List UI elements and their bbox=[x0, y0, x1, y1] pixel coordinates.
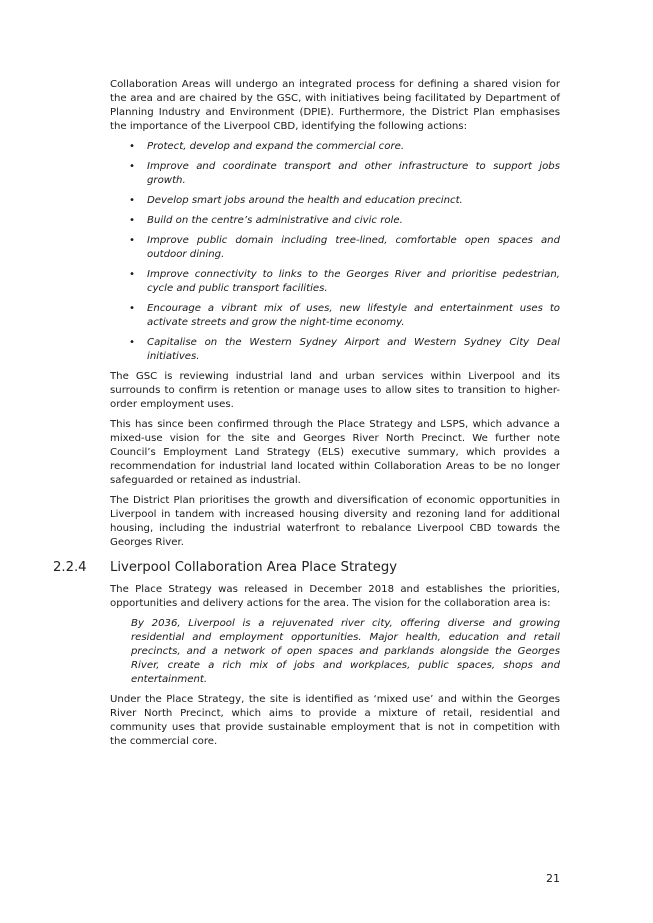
gsc-review-paragraph: The GSC is reviewing industrial land and urban services within Liverpool and its surrounds to confirm is retention or manage uses to allow sites to transition to higher-order employment uses. bbox=[110, 371, 560, 410]
list-item: • Encourage a vibrant mix of uses, new lifestyle and entertainment uses to activate streets and grow the night-time economy. bbox=[129, 303, 560, 328]
place-strategy-paragraph: This has since been confirmed through the Place Strategy and LSPS, which advance a mixed-use vision for the site and Georges River North Precinct. We further note Council’s Employment Land Strategy (ELS) executive summary, which provides a recommendation for industrial land located within Collaboration Areas to be no longer safeguarded or retained as industrial. bbox=[110, 419, 560, 486]
list-item: • Improve public domain including tree-lined, comfortable open spaces and outdoor dining. bbox=[129, 235, 560, 260]
list-item: • Build on the centre’s administrative and civic role. bbox=[129, 215, 403, 226]
district-plan-paragraph: The District Plan prioritises the growth and diversification of economic opportunities in Liverpool in tandem with increased housing diversity and rezoning land for additional housing, including the industrial waterfront to rebalance Liverpool CBD towards the Georges River. bbox=[110, 495, 560, 548]
list-item: • Improve connectivity to links to the Georges River and prioritise pedestrian, cycle and public transport facilities. bbox=[129, 269, 560, 294]
bullet-icon: • bbox=[129, 195, 135, 206]
list-item: • Develop smart jobs around the health and education precinct. bbox=[129, 195, 463, 206]
list-item: • Capitalise on the Western Sydney Airport and Western Sydney City Deal initiatives. bbox=[129, 337, 560, 362]
list-item: • Protect, develop and expand the commercial core. bbox=[129, 141, 405, 152]
bullet-icon: • bbox=[129, 235, 135, 246]
section-paragraph-1: The Place Strategy was released in December 2018 and establishes the priorities, opportunities and delivery actions for the area. The vision for the collaboration area is: bbox=[110, 584, 560, 609]
section-number: 2.2.4 bbox=[53, 560, 87, 575]
section-heading bbox=[53, 560, 560, 576]
page-number: 21 bbox=[546, 872, 560, 885]
bullet-icon: • bbox=[129, 269, 135, 280]
bullet-icon: • bbox=[129, 337, 135, 348]
page-content bbox=[53, 78, 560, 755]
section-paragraph-2: Under the Place Strategy, the site is identified as ‘mixed use’ and within the Georges River North Precinct, which aims to provide a mixture of retail, residential and community uses that provide sustainable employment that is not in competition with the commercial core. bbox=[110, 694, 560, 747]
bullet-icon: • bbox=[129, 215, 135, 226]
bullet-icon: • bbox=[129, 161, 135, 172]
bullet-icon: • bbox=[129, 141, 135, 152]
actions-list bbox=[110, 140, 560, 364]
section-title: Liverpool Collaboration Area Place Strategy bbox=[110, 560, 398, 575]
vision-quote: By 2036, Liverpool is a rejuvenated river city, offering diverse and growing residential and employment opportunities. Major health, education and retail precincts, and a network of open spaces and parklands alongside the Georges River, create a rich mix of jobs and workplaces, public spaces, shops and entertainment. bbox=[131, 618, 560, 685]
list-item: • Improve and coordinate transport and other infrastructure to support jobs growth. bbox=[129, 161, 560, 186]
bullet-icon: • bbox=[129, 303, 135, 314]
intro-paragraph: Collaboration Areas will undergo an integrated process for defining a shared vision for the area and are chaired by the GSC, with initiatives being facilitated by Department of Planning Industry and Environment (DPIE). Furthermore, the District Plan emphasises the importance of the Liverpool CBD, identifying the following actions: bbox=[110, 79, 560, 132]
